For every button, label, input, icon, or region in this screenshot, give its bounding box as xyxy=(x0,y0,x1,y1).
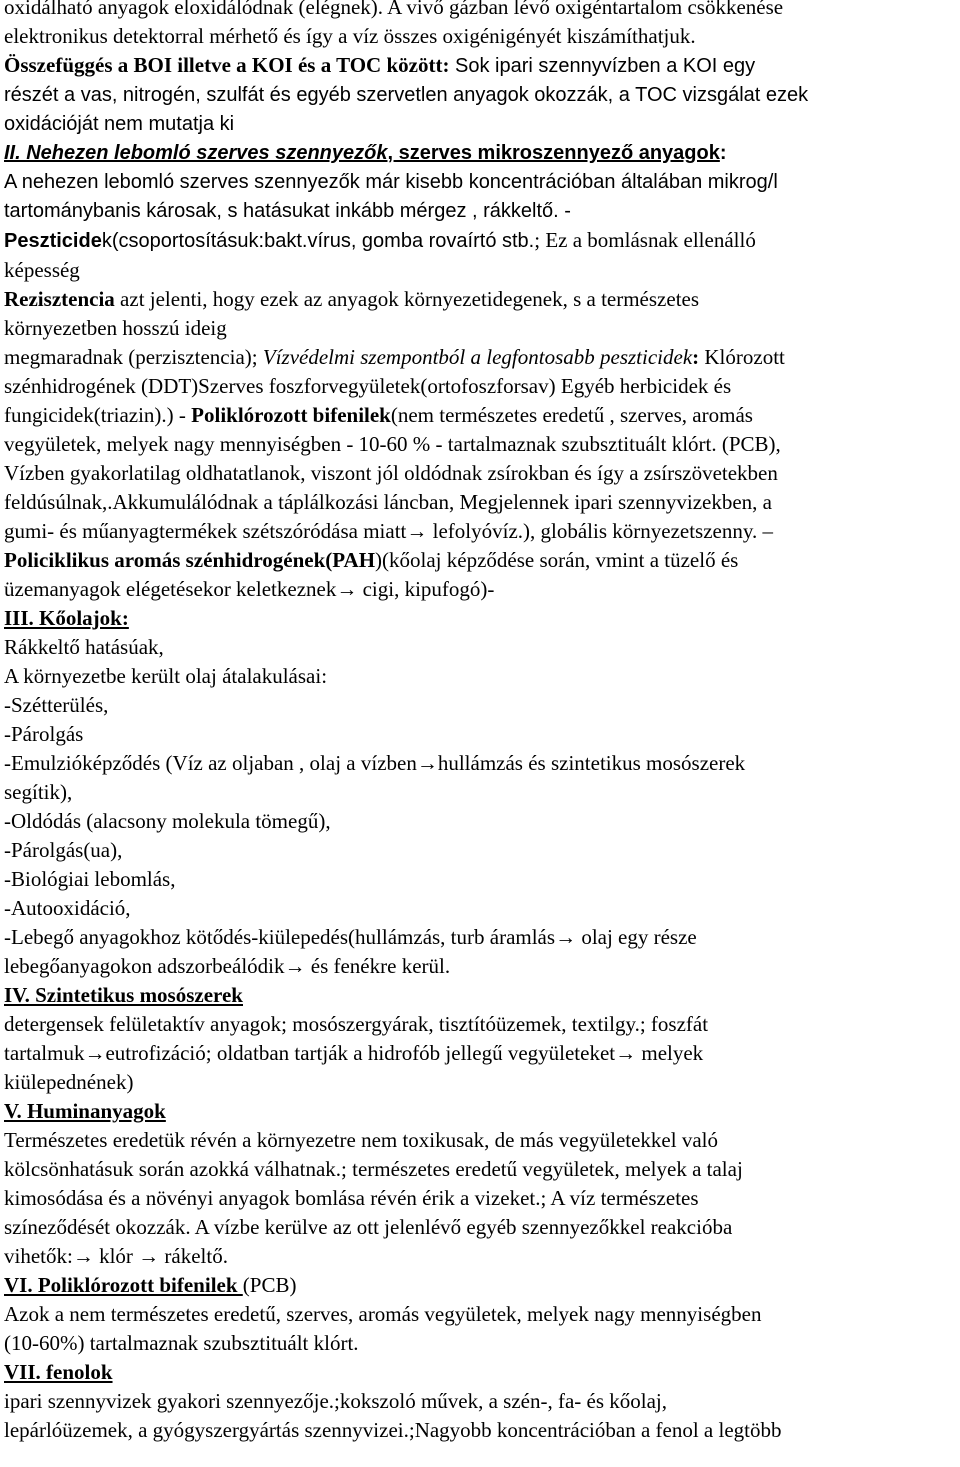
term-bold: Policiklikus aromás szénhidrogének(PAH xyxy=(4,548,376,572)
text-line xyxy=(4,1039,956,1068)
arrow-icon: → xyxy=(72,1244,94,1268)
text-line xyxy=(4,51,956,81)
text-line: kölcsönhatásuk során azokká válhatnak.; természetes eredetű vegyületek, melyek a talaj xyxy=(4,1157,743,1181)
text-run: eutrofizáció; oldatban tartják a hidrofób jellegű vegyületeket xyxy=(105,1041,616,1065)
text-line: elektronikus detektorral mérhető és így a víz összes oxigénigényét kiszámíthatjuk. xyxy=(4,24,696,48)
text-run: : xyxy=(692,345,700,369)
arrow-icon: → xyxy=(615,1041,637,1065)
text-run: ; Ez a bomlásnak ellenálló xyxy=(534,228,756,252)
text-line: részét a vas, nitrogén, szulfát és egyéb szervetlen anyagok okozzák, a TOC vizsgálat ezek xyxy=(4,84,809,106)
text-line xyxy=(4,401,956,430)
text-line xyxy=(4,575,956,604)
text-line xyxy=(4,226,956,256)
text-line: oxidációját nem mutatja ki xyxy=(4,113,235,135)
text-run: -Emulzióképződés (Víz az oljaban , olaj a vízben xyxy=(4,751,417,775)
heading-bold: VI. Poliklórozott bifenilek xyxy=(4,1273,243,1297)
heading-colon: : xyxy=(719,142,727,164)
text-italic: Vízvédelmi szempontból a legfontosabb peszticidek xyxy=(262,345,693,369)
text-run: lebegőanyagokon adszorbeálódik xyxy=(4,954,285,978)
section-heading xyxy=(4,1271,956,1300)
text-line xyxy=(4,546,956,575)
list-item: Rákkeltő hatásúak, xyxy=(4,635,164,659)
list-item: -Biológiai lebomlás, xyxy=(4,867,176,891)
text-run: cigi, kipufogó)- xyxy=(357,577,495,601)
arrow-icon: → xyxy=(84,1041,106,1065)
section-heading: VII. fenolok xyxy=(4,1360,113,1384)
text-line: feldúsúlnak,.Akkumulálódnak a táplálkozási láncban, Megjelennek ipari szennyvizekben, a xyxy=(4,490,772,514)
text-line xyxy=(4,1242,956,1271)
text-line: oxidálható anyagok eloxidálódnak (elégnek). A vivő gázban lévő oxigéntartalom csökkenése xyxy=(4,0,784,19)
text-run: k(csoportosításuk:bakt.vírus, gomba rovaírtó stb. xyxy=(101,230,535,252)
section-heading xyxy=(4,139,956,168)
text-line xyxy=(4,343,956,372)
text-line: A nehezen lebomló szerves szennyezők már kisebb koncentrációban általában mikrog/l xyxy=(4,171,778,193)
text-line: képesség xyxy=(4,258,80,282)
list-item: -Oldódás (alacsony molekula tömegű), xyxy=(4,809,331,833)
list-item: A környezetbe került olaj átalakulásai: xyxy=(4,664,328,688)
text-line: detergensek felületaktív anyagok; mosószergyárak, tisztítóüzemek, textilgy.; foszfát xyxy=(4,1012,709,1036)
section-heading: IV. Szintetikus mosószerek xyxy=(4,983,243,1007)
heading-italic: II. Nehezen lebomló szerves szennyezők xyxy=(4,142,388,164)
text-run: megmaradnak (perzisztencia); xyxy=(4,345,263,369)
list-item: -Autooxidáció, xyxy=(4,896,131,920)
arrow-icon: → xyxy=(284,954,306,978)
arrow-icon: → xyxy=(138,1244,160,1268)
text-run: (nem természetes eredetű , szerves, aromás xyxy=(390,403,753,427)
text-line: Vízben gyakorlatilag oldhatatlanok, viszont jól oldódnak zsírokban és így a zsírszövetekben xyxy=(4,461,778,485)
term-bold: Poliklórozott bifenilek xyxy=(191,403,391,427)
text-run: Sok ipari szennyvízben a KOI egy xyxy=(449,55,756,77)
list-item: -Szétterülés, xyxy=(4,693,109,717)
text-run: hullámzás és szintetikus mosószerek xyxy=(437,751,746,775)
text-line xyxy=(4,952,956,981)
text-line: vegyületek, melyek nagy mennyiségben - 10-60 % - tartalmaznak szubsztituált klórt. (PCB), xyxy=(4,432,781,456)
list-item xyxy=(4,923,956,952)
text-line: segítik), xyxy=(4,780,73,804)
text-run: vihetők: xyxy=(4,1244,73,1268)
text-run: olaj egy része xyxy=(576,925,697,949)
text-run: tartalmuk xyxy=(4,1041,85,1065)
text-run: klór xyxy=(93,1244,139,1268)
term-bold: Rezisztencia xyxy=(4,287,115,311)
text-run: üzemanyagok elégetésekor keletkeznek xyxy=(4,577,337,601)
text-run: rákeltő. xyxy=(159,1244,228,1268)
arrow-icon: → xyxy=(406,519,428,543)
text-line: kimosódása és a növényi anyagok bomlása révén érik a vizeket.; A víz természetes xyxy=(4,1186,699,1210)
list-item: -Párolgás(ua), xyxy=(4,838,123,862)
text-run: (PCB) xyxy=(242,1273,297,1297)
text-line: tartománybanis károsak, s hatásukat inkább mérgez , rákkeltő. - xyxy=(4,200,571,222)
text-line: környezetben hosszú ideig xyxy=(4,316,227,340)
document-body xyxy=(4,0,956,1445)
text-line xyxy=(4,285,956,314)
text-line: szénhidrogének (DDT)Szerves foszforvegyületek(ortofoszforsav) Egyéb herbicidek és xyxy=(4,374,732,398)
arrow-icon: → xyxy=(336,577,358,601)
text-run: és fenékre kerül. xyxy=(305,954,451,978)
text-line: színeződését okozzák. A vízbe kerülve az ott jelenlévő egyéb szennyezőkkel reakcióba xyxy=(4,1215,733,1239)
list-item: -Párolgás xyxy=(4,722,84,746)
arrow-icon: → xyxy=(416,751,438,775)
text-line: Azok a nem természetes eredetű, szerves, aromás vegyületek, melyek nagy mennyiségben xyxy=(4,1302,762,1326)
text-run: -Lebegő anyagokhoz kötődés-kiülepedés(hullámzás, turb áramlás xyxy=(4,925,556,949)
text-run: )(kőolaj képződése során, vmint a tüzelő és xyxy=(375,548,739,572)
text-line: Természetes eredetük révén a környezetre nem toxikusak, de más vegyületekkel való xyxy=(4,1128,718,1152)
section-lead: Összefüggés a BOI illetve a KOI és a TOC között: xyxy=(4,53,450,77)
text-line xyxy=(4,517,956,546)
text-run: gumi- és műanyagtermékek szétszóródása miatt xyxy=(4,519,407,543)
text-run: Klórozott xyxy=(699,345,785,369)
list-item xyxy=(4,749,956,778)
text-run: melyek xyxy=(636,1041,704,1065)
heading-bold: , szerves mikroszennyező anyagok xyxy=(387,142,720,164)
text-line: kiülepednének) xyxy=(4,1070,134,1094)
term-bold: Peszticide xyxy=(4,230,102,252)
text-line: lepárlóüzemek, a gyógyszergyártás szennyvizei.;Nagyobb koncentrációban a fenol a legtöbb xyxy=(4,1418,782,1442)
section-heading: V. Huminanyagok xyxy=(4,1099,166,1123)
section-heading: III. Kőolajok: xyxy=(4,606,129,630)
text-run: lefolyóvíz.), globális környezetszenny. – xyxy=(427,519,773,543)
text-run: azt jelenti, hogy ezek az anyagok környezetidegenek, s a természetes xyxy=(114,287,700,311)
text-run: fungicidek(triazin).) - xyxy=(4,403,192,427)
text-line: ipari szennyvizek gyakori szennyezője.;kokszoló művek, a szén-, fa- és kőolaj, xyxy=(4,1389,668,1413)
text-line: (10-60%) tartalmaznak szubsztituált klórt. xyxy=(4,1331,359,1355)
arrow-icon: → xyxy=(555,925,577,949)
